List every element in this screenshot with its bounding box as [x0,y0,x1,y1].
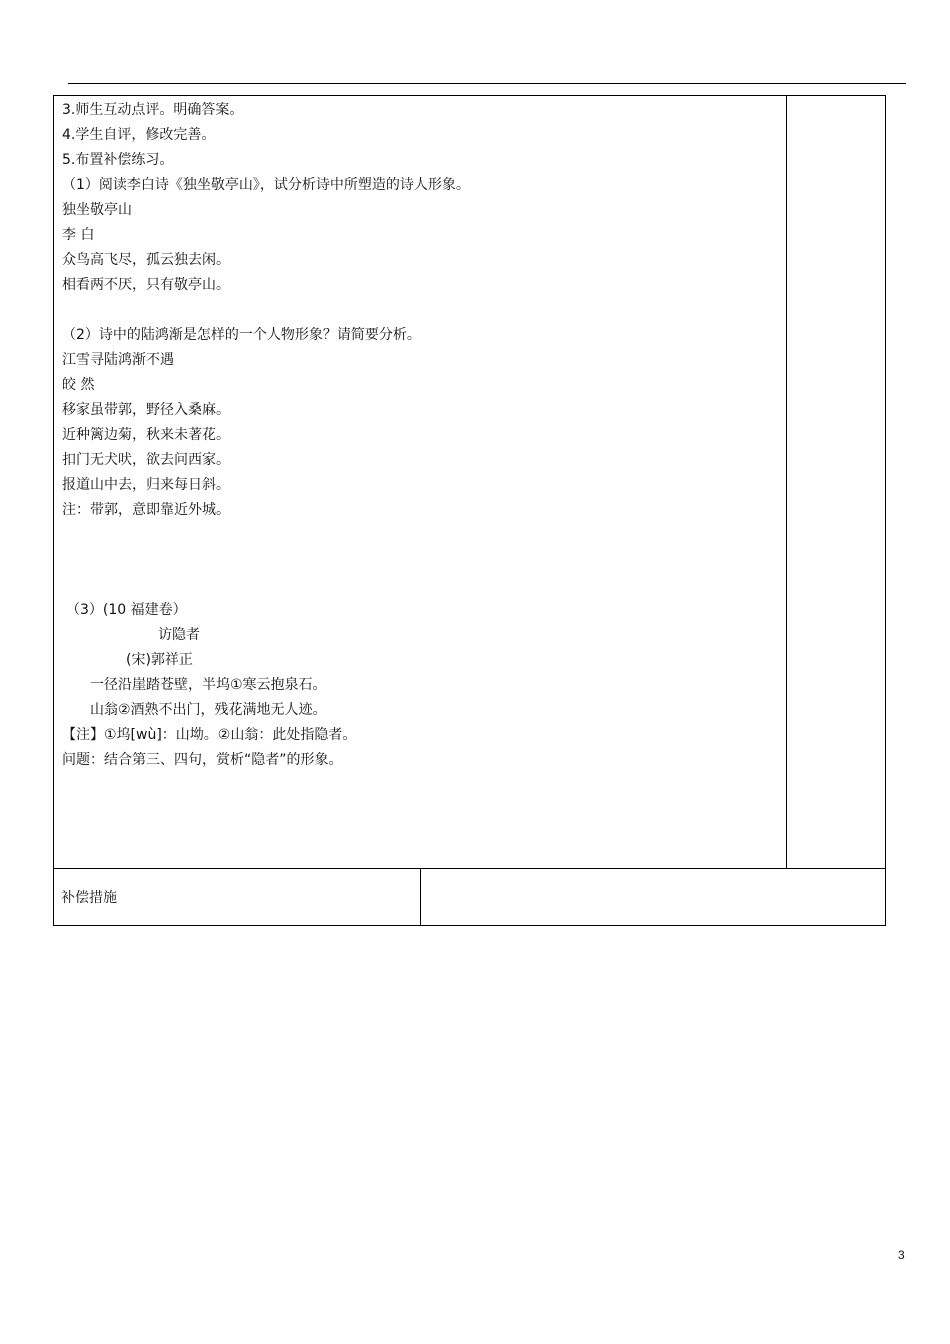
poem-1-author: 李 白 [62,227,95,243]
poem-2-line-1: 移家虽带郭，野径入桑麻。 [62,402,230,418]
poem-3-line-1: 一径沿崖踏苍壁，半坞①寒云抱泉石。 [90,677,327,693]
side-cell [787,96,886,869]
poem-2-line-4: 报道山中去，归来每日斜。 [62,477,230,493]
poem-3-author: (宋)郭祥正 [126,652,193,668]
spacer [62,573,778,598]
page-number: 3 [898,1248,905,1262]
step-5-line: 5.布置补偿练习。 [62,152,174,168]
measures-row [54,869,886,926]
poem-2-title: 江雪寻陆鸿渐不遇 [62,352,174,368]
poem-2-line-2: 近种篱边菊，秋来未著花。 [62,427,230,443]
poem-2-author: 皎 然 [62,377,95,393]
poem-3-note: 【注】①坞[wù]：山坳。②山翁：此处指隐者。 [62,727,357,743]
header-rule [68,83,906,84]
spacer [62,523,778,548]
spacer [62,298,778,323]
content-cell [54,96,787,869]
question-3-heading: （3）(10 福建卷） [66,602,187,618]
poem-3-line-2: 山翁②酒熟不出门，残花满地无人迹。 [90,702,327,718]
step-3-line: 3.师生互动点评。明确答案。 [62,102,244,118]
question-3-prompt: 问题：结合第三、四句，赏析“隐者”的形象。 [62,752,343,768]
poem-1-title: 独坐敬亭山 [62,202,132,218]
poem-1-line-1: 众鸟高飞尽，孤云独去闲。 [62,252,230,268]
step-4-line: 4.学生自评，修改完善。 [62,127,216,143]
question-2-prompt: （2）诗中的陆鸿渐是怎样的一个人物形象？请简要分析。 [62,327,421,343]
poem-2-note: 注：带郭，意即靠近外城。 [62,502,230,518]
poem-3-title: 访隐者 [158,627,200,643]
question-1-prompt: （1）阅读李白诗《独坐敬亭山》，试分析诗中所塑造的诗人形象。 [62,177,470,193]
measures-value-cell [420,869,886,926]
poem-1-line-2: 相看两不厌，只有敬亭山。 [62,277,230,293]
measures-label: 补偿措施 [54,869,421,926]
content-row [54,96,886,869]
lesson-table [53,95,886,926]
poem-2-line-3: 扣门无犬吠，欲去问西家。 [62,452,230,468]
spacer [62,548,778,573]
